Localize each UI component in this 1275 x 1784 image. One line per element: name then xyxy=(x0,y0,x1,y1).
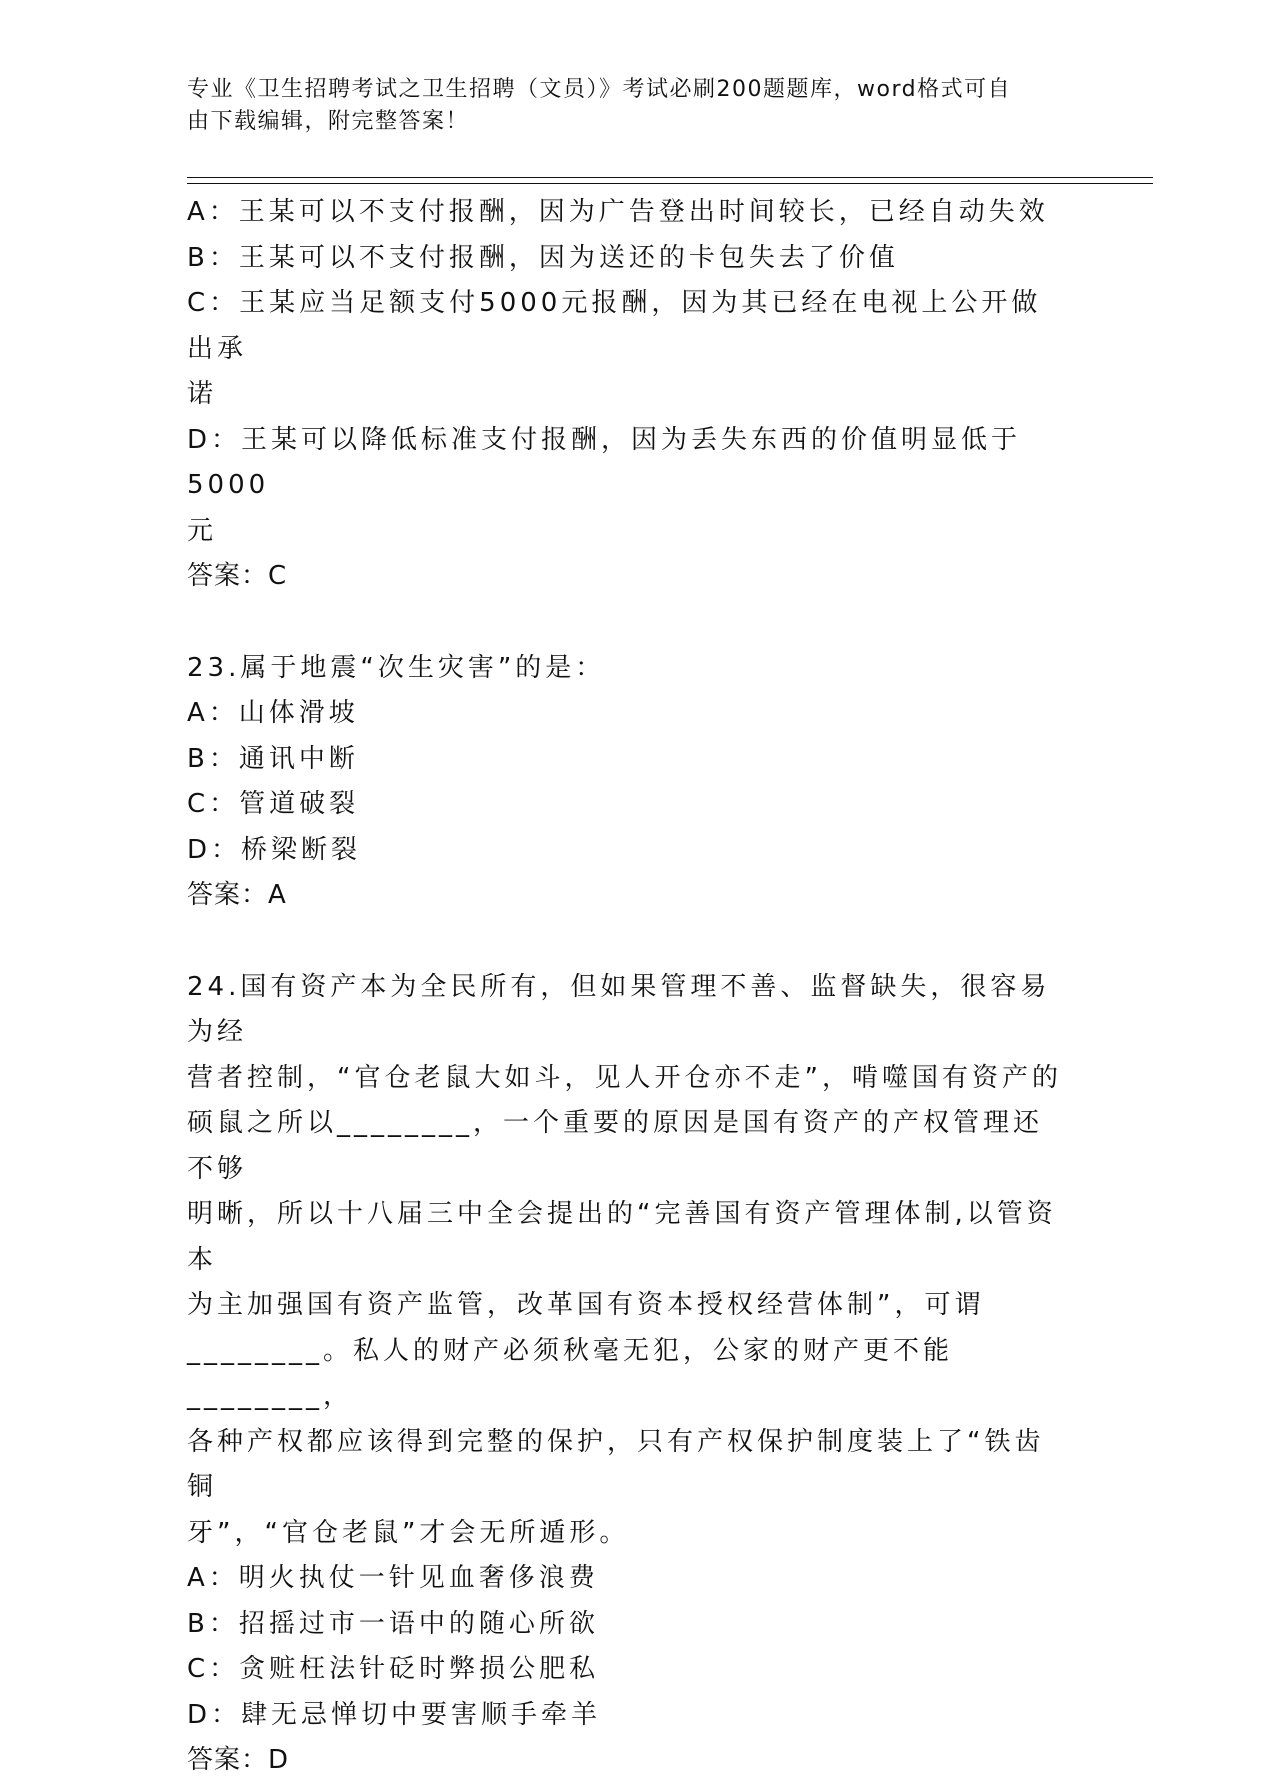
q24-question-line: 明晰，所以十八届三中全会提出的“完善国有资产管理体制,以管资本 xyxy=(187,1199,1057,1275)
question-spacer xyxy=(187,919,1067,965)
question-22-block xyxy=(187,190,1067,600)
q24-question-line: 各种产权都应该得到完整的保护，只有产权保护制度装上了“铁齿铜 xyxy=(187,1426,1045,1502)
q22-option-a: A：王某可以不支付报酬，因为广告登出时间较长，已经自动失效 xyxy=(187,197,1049,227)
header-divider-bottom xyxy=(187,183,1153,184)
header-line-1: 专业《卫生招聘考试之卫生招聘（文员）》考试必刷200题题库，word格式可自 xyxy=(187,77,1012,102)
q23-option-d: D：桥梁断裂 xyxy=(187,834,362,865)
q23-option-a: A：山体滑坡 xyxy=(187,698,359,728)
q24-question-line: 营者控制，“官仓老鼠大如斗，见人开仓亦不走”，啃噬国有资产的 xyxy=(187,1062,1062,1093)
q23-option-b: B：通讯中断 xyxy=(187,743,359,774)
q24-question-line: 硕鼠之所以________，一个重要的原因是国有资产的产权管理还不够 xyxy=(187,1108,1044,1184)
document-body xyxy=(187,190,1067,1784)
question-spacer xyxy=(187,600,1067,646)
q23-option-c: C：管道破裂 xyxy=(187,789,360,819)
header-divider-top xyxy=(187,177,1153,178)
document-header xyxy=(187,74,1067,138)
q22-answer: 答案：C xyxy=(187,561,288,591)
q22-option-c-line-2: 诺 xyxy=(187,379,218,409)
q24-answer: 答案：D xyxy=(187,1745,290,1775)
q24-option-c: C：贪赃枉法针砭时弊损公肥私 xyxy=(187,1654,600,1684)
header-line-2: 由下载编辑，附完整答案！ xyxy=(187,109,470,134)
q22-option-c-line-1: C：王某应当足额支付5000元报酬，因为其已经在电视上公开做出承 xyxy=(187,288,1042,364)
q24-question-line: ________。私人的财产必须秋毫无犯，公家的财产更不能________， xyxy=(187,1335,954,1411)
question-23-block xyxy=(187,646,1067,919)
q24-question-line: 牙”，“官仓老鼠”才会无所遁形。 xyxy=(187,1517,630,1548)
q22-option-d-line-2: 元 xyxy=(187,515,218,546)
q24-option-d: D：肆无忌惮切中要害顺手牵羊 xyxy=(187,1699,602,1730)
q24-option-b: B：招摇过市一语中的随心所欲 xyxy=(187,1608,599,1639)
q24-question-line: 24.国有资产本为全民所有，但如果管理不善、监督缺失，很容易为经 xyxy=(187,971,1051,1047)
q22-option-d-line-1: D：王某可以降低标准支付报酬，因为丢失东西的价值明显低于5000 xyxy=(187,424,1022,500)
q23-question: 23.属于地震“次生灾害”的是： xyxy=(187,652,606,683)
q24-option-a: A：明火执仗一针见血奢侈浪费 xyxy=(187,1563,599,1593)
q24-question-line: 为主加强国有资产监管，改革国有资本授权经营体制”，可谓 xyxy=(187,1290,985,1320)
q23-answer: 答案：A xyxy=(187,880,287,910)
question-24-block xyxy=(187,965,1067,1784)
q22-option-b: B：王某可以不支付报酬，因为送还的卡包失去了价值 xyxy=(187,242,899,273)
